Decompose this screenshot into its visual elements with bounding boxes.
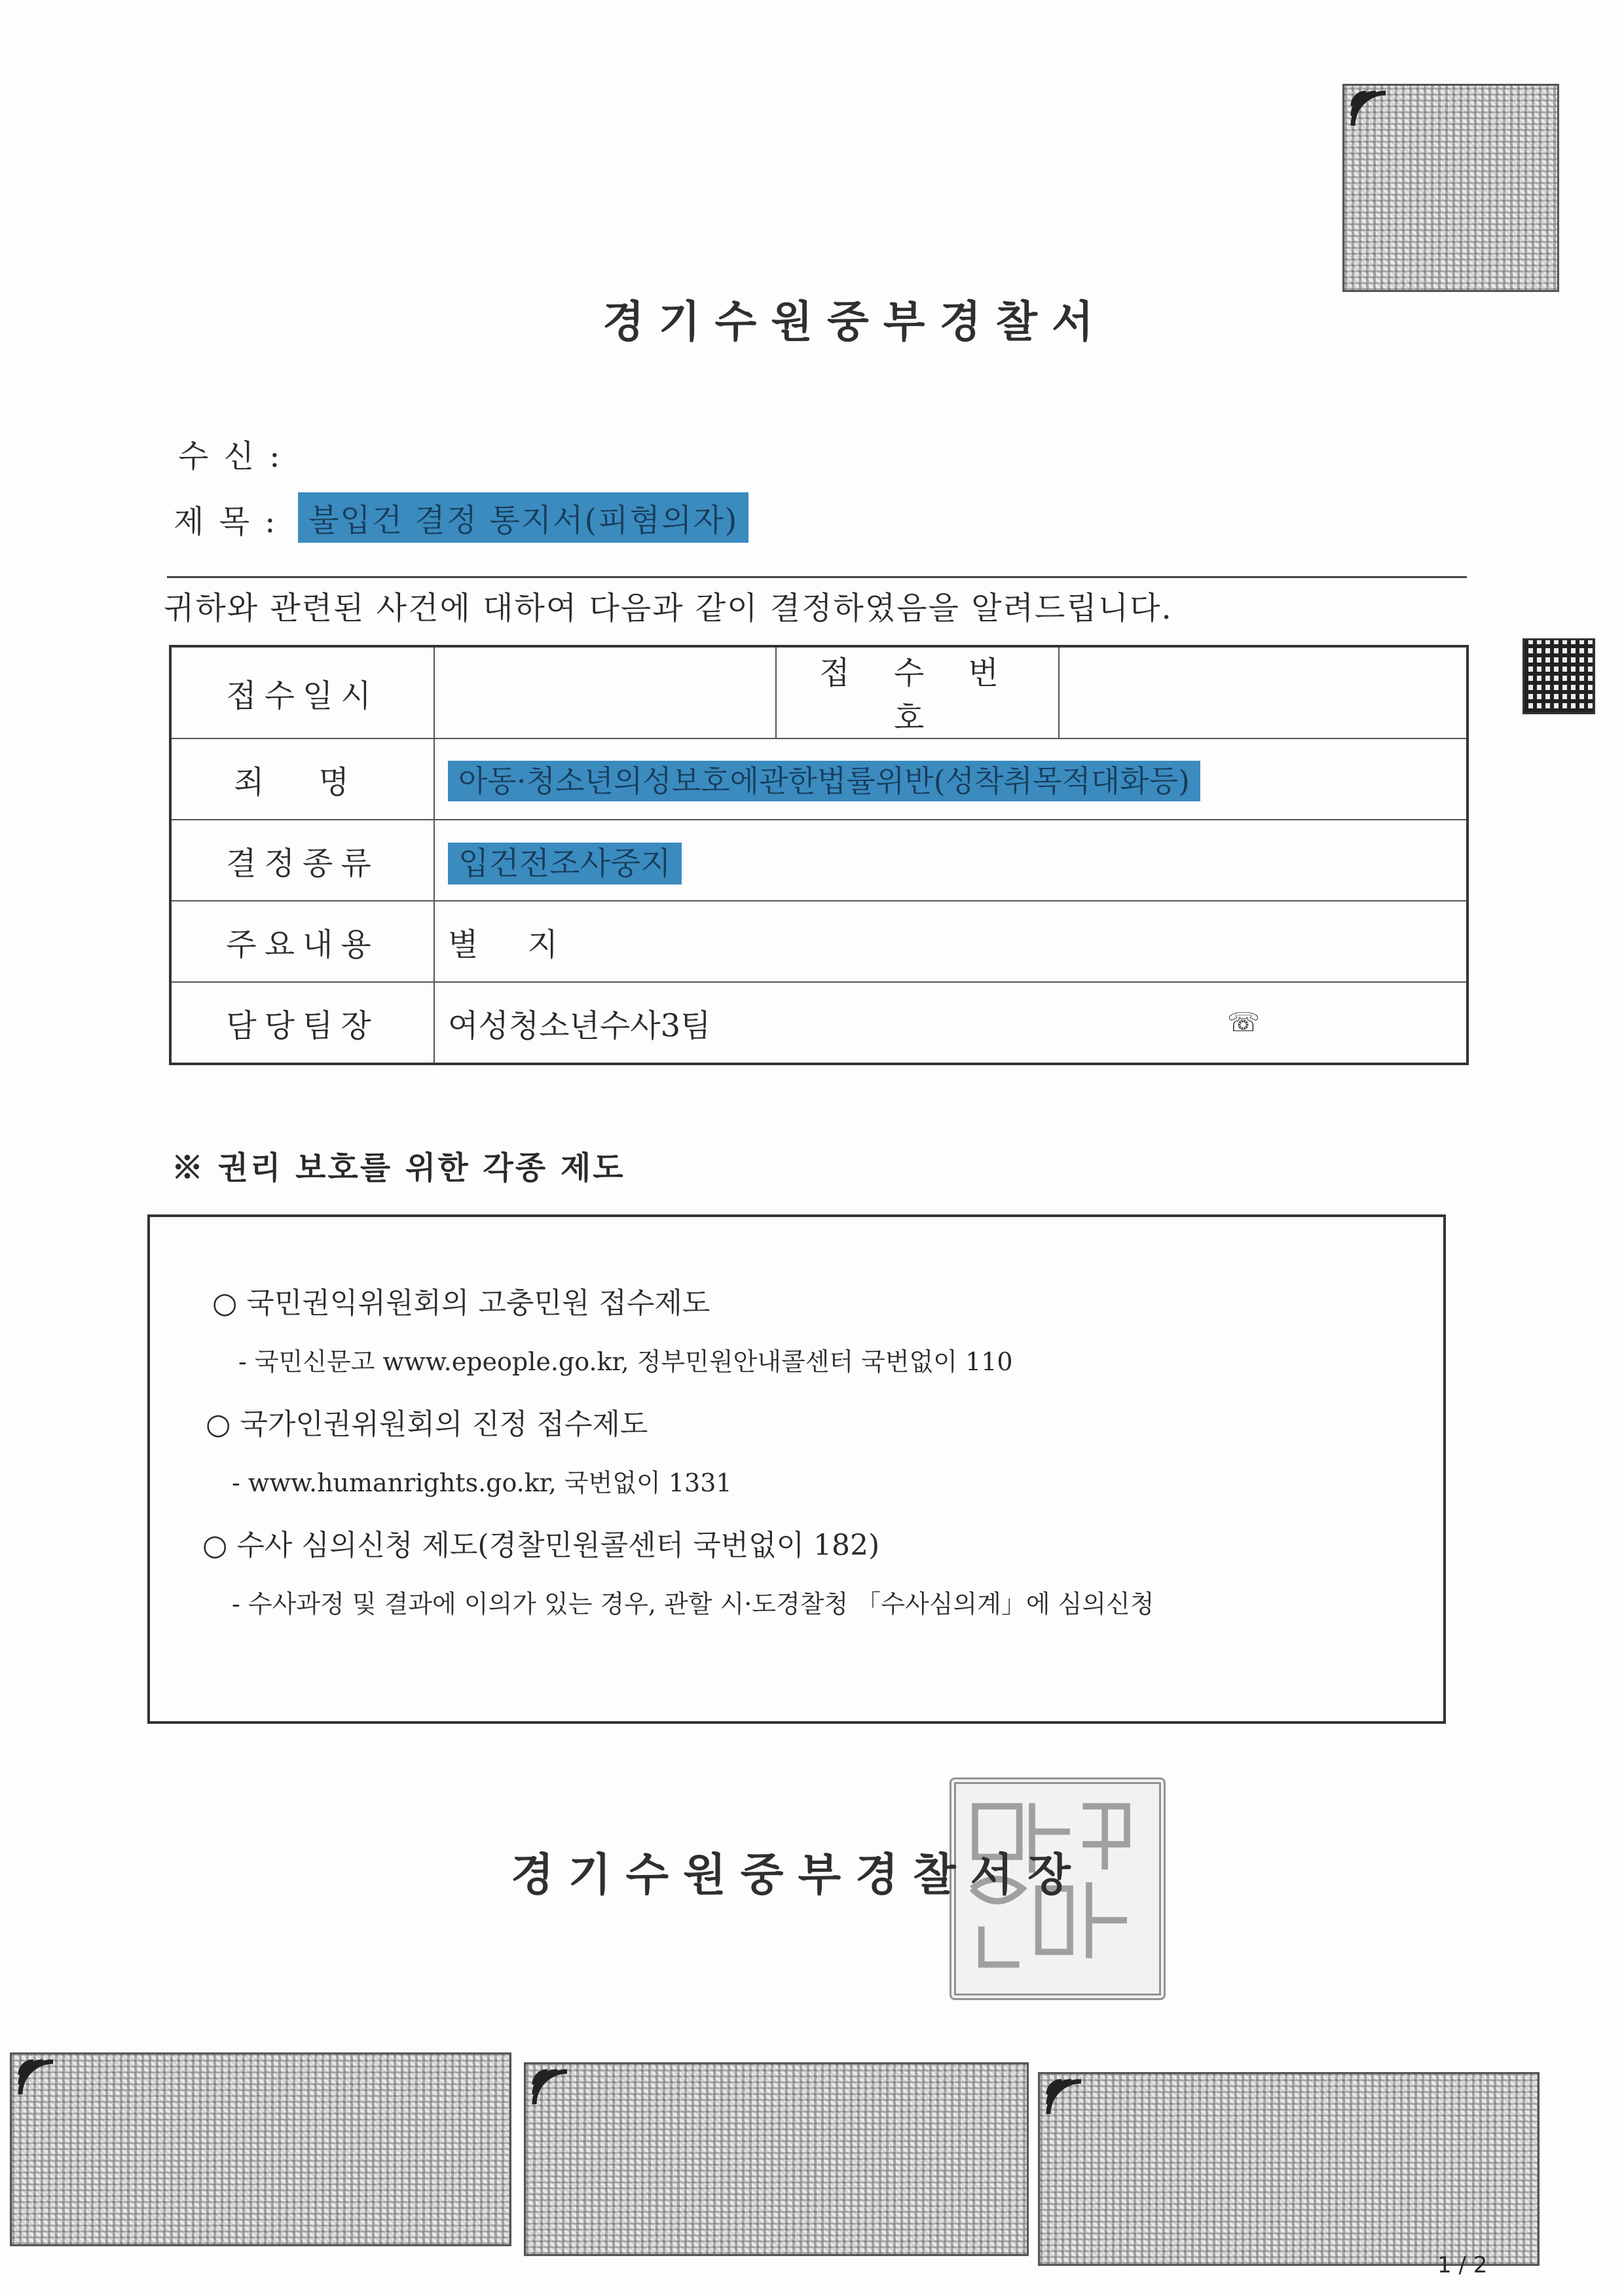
table-row [170,820,1467,901]
rights-item-title: ○ 국가인권위원회의 진정 접수제도 [206,1408,648,1441]
qr-code [1522,638,1595,714]
team-leader-cell [434,982,1467,1064]
received-datetime-value [434,646,776,738]
received-number-value [1059,646,1467,738]
barcode-mark-icon [1350,90,1395,129]
rights-box [147,1214,1446,1724]
document-title: 경기수원중부경찰서 [602,296,1108,347]
team-leader-label: 담당팀장 [170,982,434,1064]
table-row [170,982,1467,1064]
subject-label: 제 목 : [174,503,278,540]
recipient-label: 수 신 : [178,438,283,475]
subject-value: 불입건 결정 통지서(피혐의자) [298,492,748,543]
decision-type-label: 결정종류 [170,820,434,901]
page-number: 1 / 2 [1437,2252,1488,2278]
main-content-label: 주요내용 [170,901,434,982]
charge-value: 아동·청소년의성보호에관한법률위반(성착취목적대화등) [448,761,1200,801]
charge-label: 죄 명 [170,738,434,820]
main-content-value: 별 지 [434,901,1467,982]
rights-item-detail: - 수사과정 및 결과에 이의가 있는 경우, 관할 시·도경찰청 「수사심의계」에 심의신청 [232,1590,1154,1618]
decision-type-cell [434,820,1467,901]
barcode-mark-icon [531,2068,577,2107]
intro-text: 귀하와 관련된 사건에 대하여 다음과 같이 결정하였음을 알려드립니다. [164,590,1173,627]
case-info-table [169,645,1469,1065]
rights-item-detail: - 국민신문고 www.epeople.go.kr, 정부민원안내콜센터 국번없이 110 [238,1347,1013,1376]
rights-item-detail: - www.humanrights.go.kr, 국번없이 1331 [232,1468,732,1497]
encoded-barcode-bottom-2 [524,2062,1029,2256]
encoded-barcode-bottom-3 [1038,2072,1540,2266]
received-datetime-label: 접수일시 [170,646,434,738]
received-number-label: 접 수 번 호 [776,646,1059,738]
table-row [170,646,1467,738]
rights-heading: ※ 권리 보호를 위한 각종 제도 [172,1150,625,1186]
table-row [170,901,1467,982]
team-leader-value: 여성청소년수사3팀 [448,1007,711,1044]
barcode-mark-icon [17,2058,63,2098]
table-row [170,738,1467,820]
decision-type-value: 입건전조사중지 [448,843,682,884]
barcode-mark-icon [1045,2078,1091,2117]
subject-divider [167,576,1467,578]
rights-item-title: ○ 수사 심의신청 제도(경찰민원콜센터 국번없이 182) [202,1529,880,1562]
issuer-name: 경기수원중부경찰서장 [511,1849,1085,1901]
rights-item-title: ○ 국민권익위원회의 고충민원 접수제도 [212,1286,710,1320]
encoded-barcode-top [1342,84,1559,292]
encoded-barcode-bottom-1 [10,2052,511,2246]
charge-cell [434,738,1467,820]
phone-icon: ☏ [1227,1008,1261,1038]
